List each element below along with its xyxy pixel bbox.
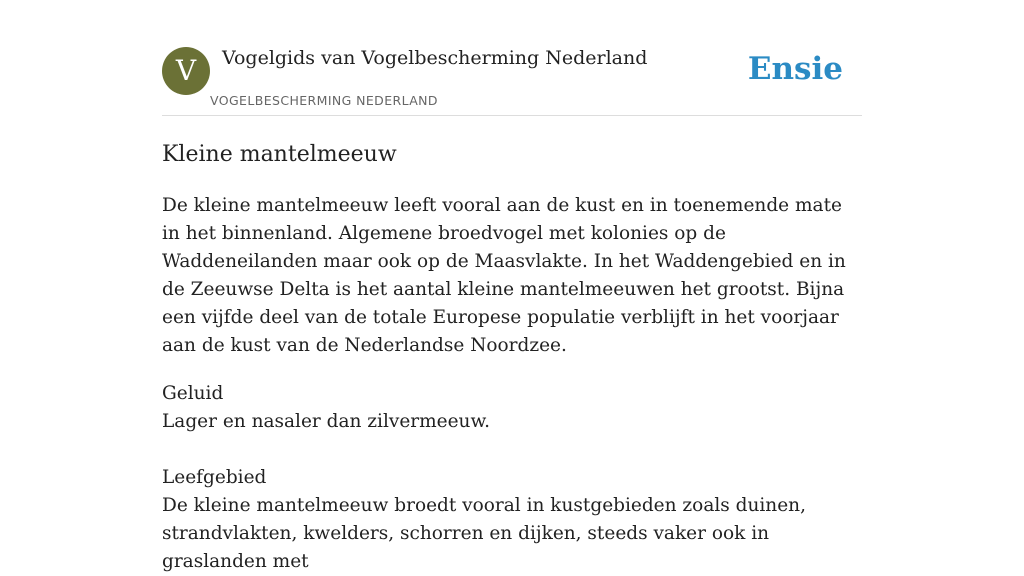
source-avatar[interactable]: V: [162, 47, 210, 95]
habitat-heading: Leefgebied: [162, 467, 267, 488]
habitat-section: [162, 464, 862, 576]
source-header: [162, 0, 862, 116]
sound-description: Lager en nasaler dan zilvermeeuw.: [162, 411, 490, 432]
source-title-link[interactable]: Vogelgids van Vogelbescherming Nederland: [222, 47, 648, 69]
entry-intro: De kleine mantelmeeuw leeft vooral aan de kust en in toenemende mate in het binnenland. Algemene broedvogel met kolonies op de Waddeneilanden maar ook op de Maasvlakte. In het Waddengebied en in de Zeeuwse Delta is het aantal kleine mantelmeeuwen het grootst. Bijna een vijfde deel van de totale Europese populatie verblijft in het voorjaar aan de kust van de Nederlandse Noordzee.: [162, 195, 846, 356]
entry-title: Kleine mantelmeeuw: [162, 142, 397, 167]
entry-content: [162, 140, 862, 576]
publisher-name[interactable]: VOGELBESCHERMING NEDERLAND: [210, 93, 438, 108]
sound-section: [162, 380, 862, 436]
habitat-description: De kleine mantelmeeuw broedt vooral in kustgebieden zoals duinen, strandvlakten, kwelders, schorren en dijken, steeds vaker ook in graslanden met: [162, 495, 806, 572]
ensie-logo-link[interactable]: Ensie: [747, 51, 843, 87]
sound-heading: Geluid: [162, 383, 224, 404]
